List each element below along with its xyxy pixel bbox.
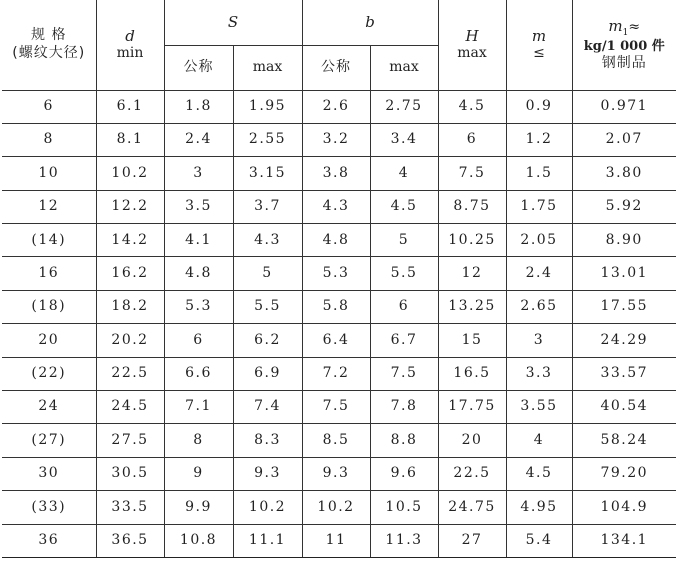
header-spec — [2, 0, 96, 90]
cell-s-nominal: 7.1 — [164, 391, 233, 424]
table-row — [2, 524, 676, 557]
cell-s-nominal: 8 — [164, 424, 233, 457]
cell-m-le: 2.65 — [506, 290, 572, 323]
header-m-symbol: m — [531, 26, 547, 45]
cell-s-nominal: 3 — [164, 157, 233, 190]
header-m-le: ≤ — [533, 45, 545, 62]
cell-m-le: 4.95 — [506, 491, 572, 524]
header-d-min: min — [116, 45, 144, 62]
cell-h-max: 12 — [438, 257, 506, 290]
cell-spec: 16 — [2, 257, 96, 290]
cell-d-min: 16.2 — [96, 257, 164, 290]
cell-mass: 104.9 — [572, 491, 676, 524]
cell-d-min: 10.2 — [96, 157, 164, 190]
header-mass-note: 钢制品 — [601, 55, 647, 72]
cell-d-min: 27.5 — [96, 424, 164, 457]
cell-d-min: 33.5 — [96, 491, 164, 524]
cell-h-max: 6 — [438, 123, 506, 156]
cell-d-min: 24.5 — [96, 391, 164, 424]
cell-m-le: 0.9 — [506, 90, 572, 123]
header-s-nominal: 公称 — [164, 45, 233, 90]
header-d-symbol: d — [125, 26, 135, 45]
cell-mass: 58.24 — [572, 424, 676, 457]
cell-spec: 8 — [2, 123, 96, 156]
header-b-nominal: 公称 — [302, 45, 370, 90]
cell-mass: 33.57 — [572, 357, 676, 390]
cell-s-max: 5.5 — [233, 290, 302, 323]
cell-spec: 20 — [2, 324, 96, 357]
header-h-max: max — [457, 45, 487, 62]
cell-h-max: 13.25 — [438, 290, 506, 323]
cell-b-max: 5.5 — [370, 257, 438, 290]
cell-s-max: 11.1 — [233, 524, 302, 557]
cell-d-min: 8.1 — [96, 123, 164, 156]
table-row — [2, 190, 676, 223]
cell-s-nominal: 5.3 — [164, 290, 233, 323]
cell-m-le: 2.4 — [506, 257, 572, 290]
table-row — [2, 90, 676, 123]
cell-s-nominal: 9.9 — [164, 491, 233, 524]
cell-spec: (22) — [2, 357, 96, 390]
cell-m-le: 4.5 — [506, 457, 572, 490]
header-m — [506, 0, 572, 90]
cell-spec: 24 — [2, 391, 96, 424]
cell-spec: (14) — [2, 224, 96, 257]
table-row — [2, 123, 676, 156]
cell-b-nominal: 4.8 — [302, 224, 370, 257]
cell-b-nominal: 5.3 — [302, 257, 370, 290]
cell-s-nominal: 6.6 — [164, 357, 233, 390]
cell-h-max: 20 — [438, 424, 506, 457]
cell-s-nominal: 4.1 — [164, 224, 233, 257]
header-spec-line1: 规 格 — [31, 27, 67, 44]
cell-d-min: 14.2 — [96, 224, 164, 257]
cell-mass: 8.90 — [572, 224, 676, 257]
cell-s-nominal: 9 — [164, 457, 233, 490]
cell-mass: 0.971 — [572, 90, 676, 123]
header-mass — [572, 0, 676, 90]
cell-h-max: 16.5 — [438, 357, 506, 390]
cell-b-nominal: 11 — [302, 524, 370, 557]
header-mass-symbol: m — [608, 16, 623, 35]
cell-b-nominal: 8.5 — [302, 424, 370, 457]
cell-m-le: 1.75 — [506, 190, 572, 223]
cell-b-max: 6.7 — [370, 324, 438, 357]
header-b-symbol: b — [365, 12, 375, 31]
cell-m-le: 1.5 — [506, 157, 572, 190]
cell-b-nominal: 3.8 — [302, 157, 370, 190]
header-mass-line1 — [573, 17, 677, 39]
cell-s-nominal: 2.4 — [164, 123, 233, 156]
nut-dimensions-table — [2, 0, 676, 558]
table-row — [2, 457, 676, 490]
cell-h-max: 22.5 — [438, 457, 506, 490]
cell-b-nominal: 6.4 — [302, 324, 370, 357]
cell-m-le: 3.55 — [506, 391, 572, 424]
cell-spec: 6 — [2, 90, 96, 123]
cell-s-max: 3.7 — [233, 190, 302, 223]
cell-s-nominal: 1.8 — [164, 90, 233, 123]
cell-spec: 12 — [2, 190, 96, 223]
cell-d-min: 6.1 — [96, 90, 164, 123]
cell-h-max: 27 — [438, 524, 506, 557]
cell-d-min: 36.5 — [96, 524, 164, 557]
cell-m-le: 3 — [506, 324, 572, 357]
cell-s-max: 3.15 — [233, 157, 302, 190]
cell-spec: 30 — [2, 457, 96, 490]
cell-s-max: 10.2 — [233, 491, 302, 524]
cell-b-max: 3.4 — [370, 123, 438, 156]
cell-h-max: 7.5 — [438, 157, 506, 190]
header-mass-unit: kg/1 000 件 — [583, 38, 665, 54]
cell-m-le: 1.2 — [506, 123, 572, 156]
cell-s-nominal: 6 — [164, 324, 233, 357]
cell-b-nominal: 2.6 — [302, 90, 370, 123]
cell-b-nominal: 5.8 — [302, 290, 370, 323]
table-row — [2, 491, 676, 524]
header-mass-approx: ≈ — [628, 18, 641, 35]
header-s — [164, 0, 302, 45]
header-s-symbol: S — [227, 12, 239, 31]
cell-s-max: 4.3 — [233, 224, 302, 257]
cell-h-max: 17.75 — [438, 391, 506, 424]
header-d — [96, 0, 164, 90]
table-body — [2, 90, 676, 558]
cell-s-max: 7.4 — [233, 391, 302, 424]
cell-h-max: 15 — [438, 324, 506, 357]
table-row — [2, 257, 676, 290]
cell-b-max: 9.6 — [370, 457, 438, 490]
cell-h-max: 4.5 — [438, 90, 506, 123]
cell-b-nominal: 10.2 — [302, 491, 370, 524]
cell-d-min: 22.5 — [96, 357, 164, 390]
cell-d-min: 12.2 — [96, 190, 164, 223]
table-row — [2, 424, 676, 457]
cell-s-max: 6.2 — [233, 324, 302, 357]
cell-mass: 13.01 — [572, 257, 676, 290]
cell-b-max: 7.5 — [370, 357, 438, 390]
table-row — [2, 157, 676, 190]
cell-b-nominal: 3.2 — [302, 123, 370, 156]
cell-b-max: 4.5 — [370, 190, 438, 223]
cell-spec: (27) — [2, 424, 96, 457]
cell-d-min: 30.5 — [96, 457, 164, 490]
header-b — [302, 0, 438, 45]
cell-s-max: 2.55 — [233, 123, 302, 156]
cell-spec: (33) — [2, 491, 96, 524]
cell-b-max: 8.8 — [370, 424, 438, 457]
cell-s-nominal: 4.8 — [164, 257, 233, 290]
table-row — [2, 324, 676, 357]
header-h-symbol: H — [465, 26, 479, 45]
cell-b-nominal: 7.2 — [302, 357, 370, 390]
cell-s-max: 9.3 — [233, 457, 302, 490]
header-row-1 — [2, 0, 676, 45]
cell-b-max: 11.3 — [370, 524, 438, 557]
cell-mass: 3.80 — [572, 157, 676, 190]
cell-s-nominal: 10.8 — [164, 524, 233, 557]
cell-mass: 40.54 — [572, 391, 676, 424]
cell-mass: 134.1 — [572, 524, 676, 557]
cell-s-max: 5 — [233, 257, 302, 290]
cell-m-le: 4 — [506, 424, 572, 457]
cell-mass: 79.20 — [572, 457, 676, 490]
table-row — [2, 224, 676, 257]
cell-b-max: 5 — [370, 224, 438, 257]
cell-mass: 17.55 — [572, 290, 676, 323]
cell-m-le: 5.4 — [506, 524, 572, 557]
table-row — [2, 357, 676, 390]
cell-mass: 2.07 — [572, 123, 676, 156]
cell-b-max: 2.75 — [370, 90, 438, 123]
cell-s-max: 6.9 — [233, 357, 302, 390]
cell-b-max: 4 — [370, 157, 438, 190]
cell-h-max: 8.75 — [438, 190, 506, 223]
cell-spec: 10 — [2, 157, 96, 190]
cell-h-max: 10.25 — [438, 224, 506, 257]
header-h — [438, 0, 506, 90]
cell-b-max: 7.8 — [370, 391, 438, 424]
cell-m-le: 3.3 — [506, 357, 572, 390]
cell-b-max: 10.5 — [370, 491, 438, 524]
cell-h-max: 24.75 — [438, 491, 506, 524]
cell-b-max: 6 — [370, 290, 438, 323]
table-row — [2, 290, 676, 323]
header-mass-subscript: 1 — [622, 27, 629, 38]
cell-d-min: 20.2 — [96, 324, 164, 357]
header-spec-line2: (螺纹大径) — [12, 44, 86, 61]
table-row — [2, 391, 676, 424]
cell-spec: 36 — [2, 524, 96, 557]
cell-m-le: 2.05 — [506, 224, 572, 257]
cell-s-nominal: 3.5 — [164, 190, 233, 223]
header-s-max: max — [233, 45, 302, 90]
cell-b-nominal: 7.5 — [302, 391, 370, 424]
cell-s-max: 1.95 — [233, 90, 302, 123]
cell-s-max: 8.3 — [233, 424, 302, 457]
cell-b-nominal: 9.3 — [302, 457, 370, 490]
header-b-max: max — [370, 45, 438, 90]
cell-b-nominal: 4.3 — [302, 190, 370, 223]
cell-d-min: 18.2 — [96, 290, 164, 323]
cell-mass: 5.92 — [572, 190, 676, 223]
cell-mass: 24.29 — [572, 324, 676, 357]
cell-spec: (18) — [2, 290, 96, 323]
